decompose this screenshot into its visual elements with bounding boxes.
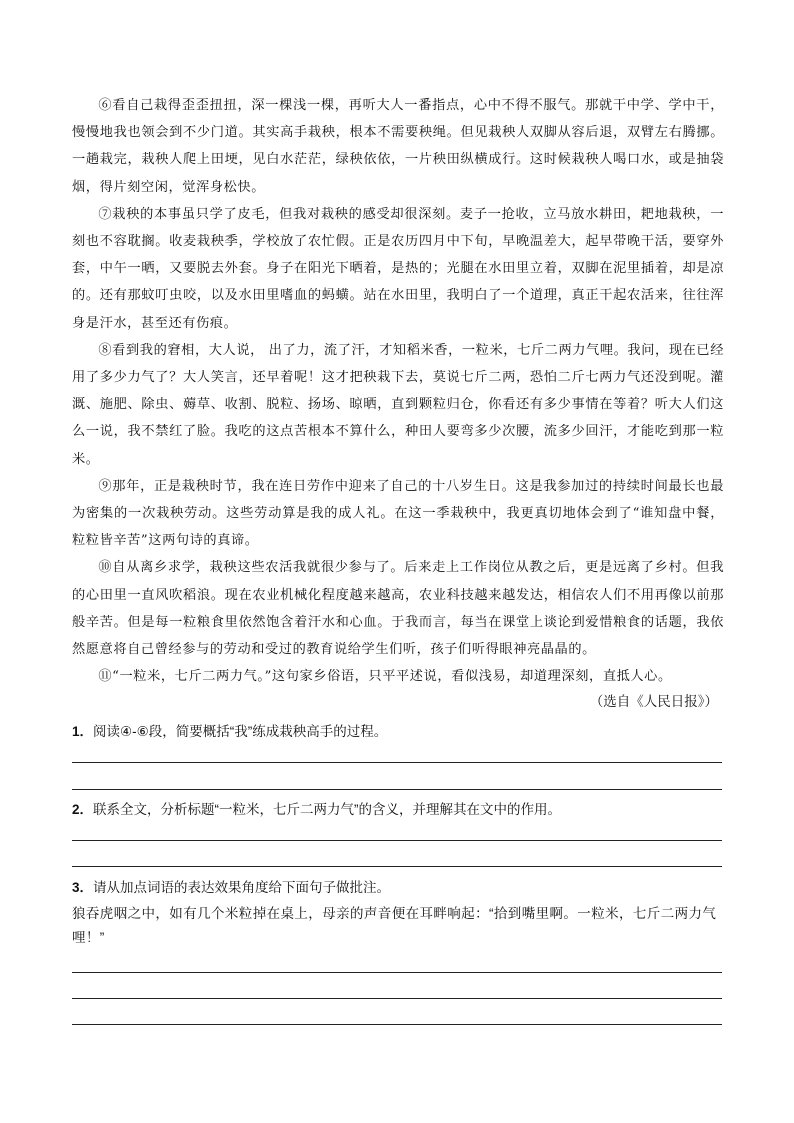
answer-line[interactable]: [72, 972, 722, 973]
paragraph-10: ⑩自从离乡求学，栽秧这些农活我就很少参与了。后来走上工作岗位从教之后，更是远离了乡村。但我的心田里一直风吹稻浪。现在农业机械化程度越来越高，农业科技越来越发达，相信农人们不用再像以前那般辛苦。但是每一粒粮食里依然饱含着汗水和心血。于我而言，每当在课堂上谈论到爱惜粮食的话题，我依然愿意将自己曾经参与的劳动和受过的教育说给学生们听，孩子们听得眼神亮晶晶的。: [72, 560, 724, 658]
paragraph-6: ⑥看自己栽得歪歪扭扭，深一棵浅一棵，再听大人一番指点，心中不得不服气。那就干中学、学中干，慢慢地我也领会到不少门道。其实高手栽秧，根本不需要秧绳。但见栽秧人双脚从容后退，双臂左右腾挪。一趟栽完，栽秧人爬上田埂，见白水茫茫，绿秧依依，一片秧田纵横成行。这时候栽秧人喝口水，或是抽袋烟，得片刻空闲，觉浑身松快。: [72, 98, 724, 195]
paragraph-8: ⑧看到我的窘相，大人说， 出了力，流了汗，才知稻米香，一粒米，七斤二两力气哩。我问，现在已经用了多少力气了？大人笑言，还早着呢！这才把秧栽下去，莫说七斤二两，恐怕二斤七两力气还没到呢。灌溉、施肥、除虫、薅草、收割、脱粒、扬场、晾晒，直到颗粒归仓，你看还有多少事情在等着？听大人们这么一说，我不禁红了脸。我吃的这点苦根本不算什么，种田人要弯多少次腰，流多少回汗，才能吃到那一粒米。: [72, 342, 724, 467]
answer-line[interactable]: [72, 840, 722, 841]
question-3-sentence: 狼吞虎咽之中，如有几个米粒掉在桌上，母亲的声音便在耳畔响起：“拾到嘴里啊。一粒米，七斤二两力气哩！”: [72, 906, 717, 945]
question-3: [72, 876, 724, 900]
answer-line[interactable]: [72, 866, 722, 867]
paragraph-9: ⑨那年，正是栽秧时节，我在连日劳作中迎来了自己的十八岁生日。这是我参加过的持续时间最长也最为密集的一次栽秧劳动。这些劳动算是我的成人礼。在这一季栽秧中，我更真切地体会到了“谁知盘中餐，粒粒皆辛苦”这两句诗的真谛。: [72, 478, 724, 549]
question-text: 联系全文，分析标题“一粒米，七斤二两力气”的含义，并理解其在文中的作用。: [93, 802, 562, 817]
source-citation: （选自《人民日报》）: [589, 694, 718, 709]
question-text: 阅读④-⑥段，简要概括“我”练成栽秧高手的过程。: [93, 724, 388, 739]
passage: [72, 92, 724, 690]
paragraph-7: ⑦栽秧的本事虽只学了皮毛，但我对栽秧的感受却很深刻。麦子一抢收，立马放水耕田，耙地栽秧，一刻也不容耽搁。收麦栽秧季，学校放了农忙假。正是农历四月中下旬，早晚温差大，起早带晚干活，要穿外套，中午一晒，又要脱去外套。身子在阳光下晒着，是热的；光腿在水田里立着，双脚在泥里插着，却是凉的。还有那蚊叮虫咬，以及水田里嗜血的蚂蟥。站在水田里，我明白了一个道理，真正干起农活来，往往浑身是汗水，甚至还有伤痕。: [72, 206, 724, 331]
answer-line[interactable]: [72, 1024, 722, 1025]
paragraph-11: ⑪“一粒米，七斤二两力气。”这句家乡俗语，只平平述说，看似浅易，却道理深刻，直抵人心。: [98, 669, 672, 685]
question-number: 3．: [72, 880, 94, 895]
question-1: [72, 720, 724, 744]
question-number: 2．: [72, 802, 94, 817]
answer-line[interactable]: [72, 789, 722, 790]
answer-line[interactable]: [72, 762, 722, 763]
question-text: 请从加点词语的表达效果角度给下面句子做批注。: [93, 880, 391, 895]
answer-line[interactable]: [72, 998, 722, 999]
question-number: 1．: [72, 724, 94, 739]
question-2: [72, 798, 724, 822]
